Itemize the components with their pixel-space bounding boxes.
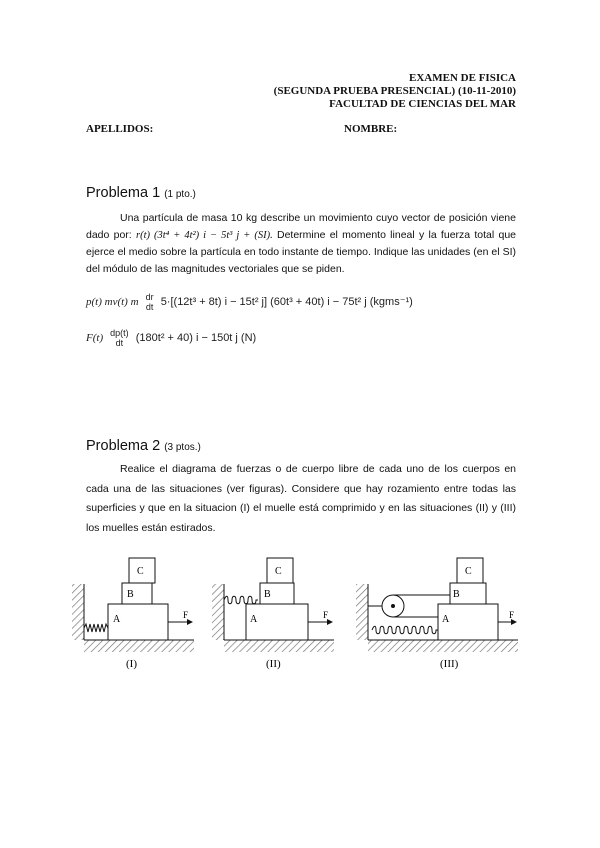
problem2-title-text: Problema 2 xyxy=(86,438,161,454)
momentum-lhs: p(t) mv(t) m xyxy=(86,295,139,308)
force-rhs: (180t² + 40) i − 150t j (N) xyxy=(135,331,257,344)
fig1-floor xyxy=(84,640,194,652)
fig1-spring xyxy=(84,624,108,632)
position-vector: r(t) (3t⁴ + 4t²) i − 5t³ j + (SI). xyxy=(136,229,273,241)
fig1-label-a: A xyxy=(113,614,121,625)
fig3-force-label: F xyxy=(509,610,515,620)
header-subtitle: (SEGUNDA PRUEBA PRESENCIAL) (10-11-2010) xyxy=(273,85,516,97)
surname-label: APELLIDOS: xyxy=(86,123,154,135)
fig1-label-c: C xyxy=(137,566,144,577)
fig2-spring xyxy=(224,596,258,604)
problem1-points: (1 pto.) xyxy=(164,189,196,200)
force-derivative-den: dt xyxy=(115,338,124,348)
fig2-label-c: C xyxy=(275,566,282,577)
fig1-caption: (I) xyxy=(126,658,137,670)
force-derivative-num: dp(t) xyxy=(110,328,129,338)
fig2-label-b: B xyxy=(264,589,271,600)
fig2-caption: (II) xyxy=(266,658,281,670)
momentum-derivative-num: dr xyxy=(145,292,154,302)
fig2-floor xyxy=(224,640,334,652)
problem2-text: Realice el diagrama de fuerzas o de cuerpo libre de cada uno de los cuerpos en cada una de las situaciones (ver figuras). Considere que hay rozamiento entre todas las superficies y que en la situacion (I) el muelle está comprimido y en las situaciones (II) y (III) los muelles están estirados. xyxy=(86,463,516,534)
fig2-label-a: A xyxy=(250,614,258,625)
fig1-force-label: F xyxy=(183,610,189,620)
fig3-label-b: B xyxy=(453,589,460,600)
name-label: NOMBRE: xyxy=(344,123,398,135)
fig1-wall xyxy=(72,584,84,640)
fig3-floor xyxy=(368,640,518,652)
header-faculty: FACULTAD DE CIENCIAS DEL MAR xyxy=(329,98,516,110)
fig3-caption: (III) xyxy=(440,658,459,670)
fig3-spring xyxy=(372,626,438,634)
momentum-rhs: 5·[(12t³ + 8t) i − 15t² j] (60t³ + 40t) i − 75t² j (kgms⁻¹) xyxy=(160,295,413,308)
problem1-title-text: Problema 1 xyxy=(86,185,161,201)
fig3-label-c: C xyxy=(465,566,472,577)
force-lhs: F(t) xyxy=(86,331,104,344)
problem2-points: (3 ptos.) xyxy=(164,442,201,453)
fig2-force-label: F xyxy=(323,610,329,620)
momentum-derivative-den: dt xyxy=(145,302,154,312)
fig1-label-b: B xyxy=(127,589,134,600)
problem1-text-a: Una partícula de masa 10 kg describe un movimiento cuyo vector de posición viene dado por: xyxy=(86,212,516,241)
fig3-label-a: A xyxy=(442,614,450,625)
fig2-wall xyxy=(212,584,224,640)
header-title: EXAMEN DE FISICA xyxy=(409,72,516,84)
problem1-text-b: Determine el momento lineal y la fuerza total que ejerce el medio sobre la partícula en todo instante de tiempo. Indique las unidades (en el SI) del módulo de las magnitudes vectoriales que se piden. xyxy=(86,228,517,275)
fig3-wall xyxy=(356,584,368,640)
figure-3 xyxy=(356,558,518,670)
figure-2 xyxy=(212,558,334,670)
figure-1 xyxy=(72,558,194,670)
